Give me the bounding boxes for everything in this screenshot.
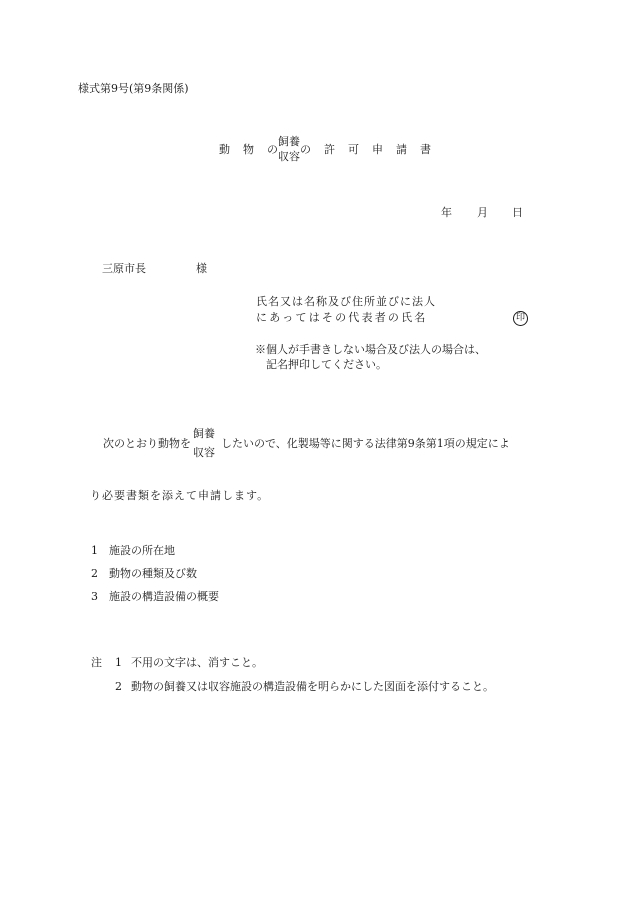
seal-mark bbox=[513, 311, 528, 326]
title-stack bbox=[278, 134, 300, 164]
seal-icon: 印 bbox=[513, 311, 528, 326]
date-year: 年 bbox=[441, 206, 452, 219]
body-text-pre: 次のとおり動物を bbox=[103, 436, 191, 450]
date-month: 月 bbox=[477, 206, 488, 219]
addressee-name: 三原市長 bbox=[102, 262, 146, 275]
title-char: 可 bbox=[348, 142, 359, 156]
applicant-label-line1: 氏名又は名称及び住所並びに法人 bbox=[256, 295, 436, 308]
note-item: 動物の飼養又は収容施設の構造設備を明らかにした図面を添付すること。 bbox=[131, 680, 494, 693]
list-item: 施設の所在地 bbox=[109, 544, 175, 557]
addressee-honorific: 様 bbox=[196, 262, 207, 275]
body-stack bbox=[193, 426, 215, 460]
list-item-number: 2 bbox=[91, 567, 98, 580]
applicant-note-line1: ※個人が手書きしない場合及び法人の場合は、 bbox=[255, 343, 486, 356]
notes-label: 注 bbox=[91, 656, 102, 669]
body-stack-top: 飼養 bbox=[193, 427, 215, 440]
page-title bbox=[219, 134, 431, 164]
list-item: 施設の構造設備の概要 bbox=[109, 590, 219, 603]
title-char: の bbox=[267, 142, 278, 156]
list-item: 動物の種類及び数 bbox=[109, 567, 197, 580]
form-label: 様式第9号(第9条関係) bbox=[78, 82, 189, 95]
body-stack-bottom: 収容 bbox=[193, 446, 215, 459]
title-char: 動 bbox=[219, 142, 230, 156]
body-text-cont: り必要書類を添えて申請します。 bbox=[90, 489, 270, 502]
title-char: の bbox=[300, 142, 311, 156]
note-number: 1 bbox=[115, 656, 122, 669]
note-number: 2 bbox=[115, 680, 122, 693]
body-paragraph bbox=[103, 426, 510, 460]
title-char: 申 bbox=[372, 142, 383, 156]
list-item-number: 3 bbox=[91, 590, 98, 603]
title-char: 許 bbox=[324, 142, 335, 156]
date-day: 日 bbox=[512, 206, 523, 219]
list-item-number: 1 bbox=[91, 544, 98, 557]
title-char: 物 bbox=[243, 142, 254, 156]
title-stack-bottom: 収容 bbox=[278, 150, 300, 163]
applicant-note-line2: 記名押印してください。 bbox=[266, 358, 387, 371]
title-stack-top: 飼養 bbox=[278, 135, 300, 148]
applicant-label-line2: にあってはその代表者の氏名 bbox=[256, 311, 428, 324]
body-text-post: したいので、化製場等に関する法律第9条第1項の規定によ bbox=[221, 436, 510, 450]
note-item: 不用の文字は、消すこと。 bbox=[131, 656, 263, 669]
title-char: 請 bbox=[396, 142, 407, 156]
title-char: 書 bbox=[420, 142, 431, 156]
